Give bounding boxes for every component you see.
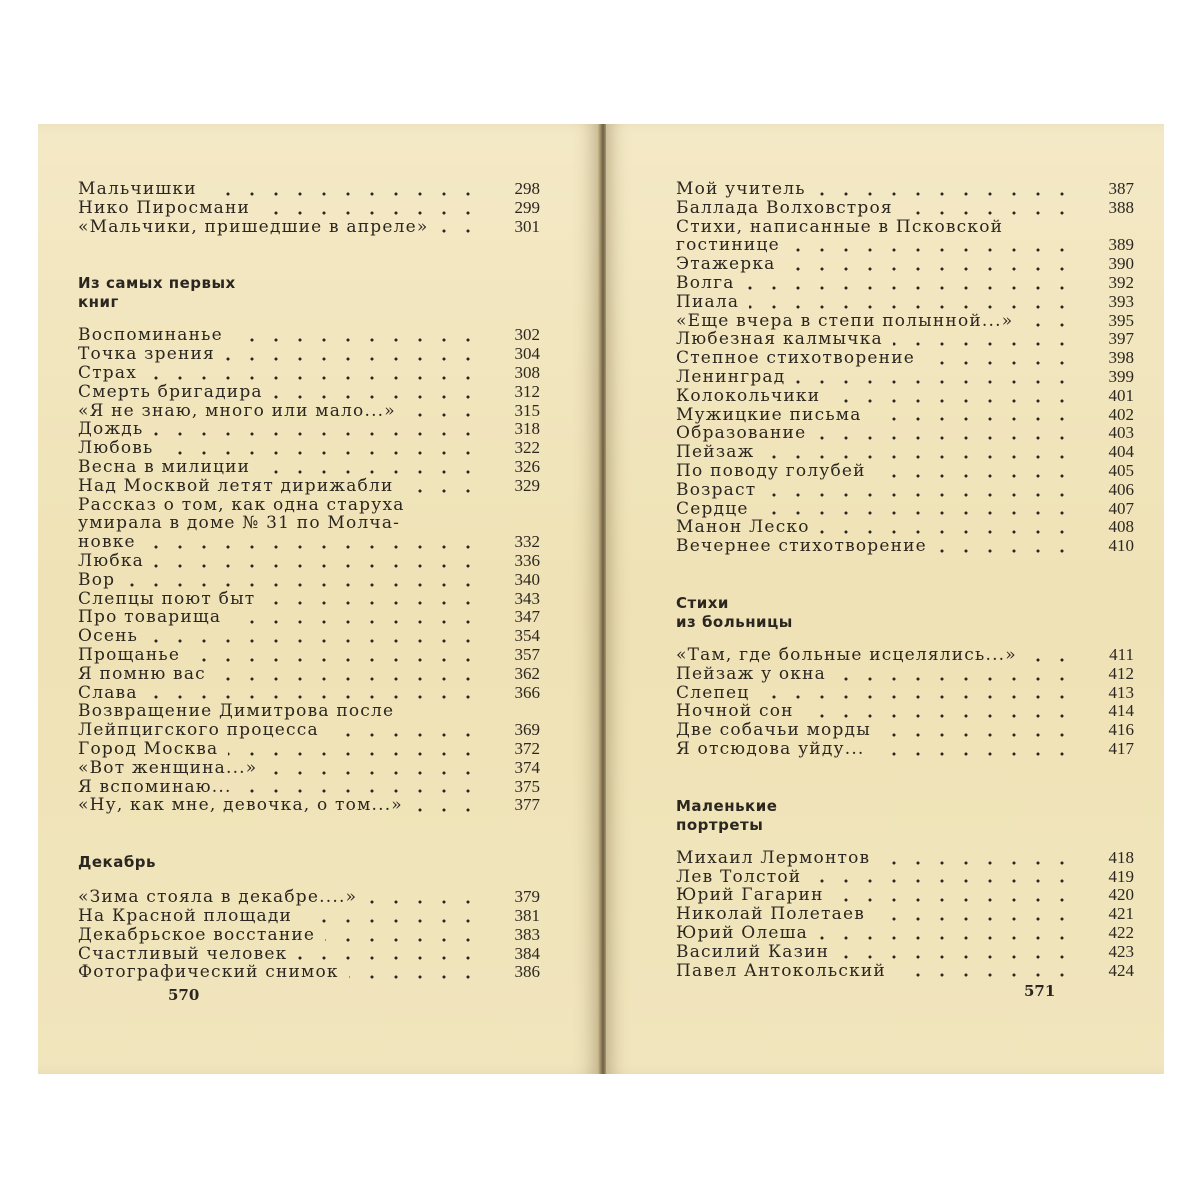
toc-entry-title: Павел Антокольский — [676, 960, 886, 981]
toc-entry-title: Слава — [78, 682, 138, 703]
toc-entry — [676, 684, 1134, 703]
toc-entry-title: По поводу голубей — [676, 460, 866, 481]
toc-entry — [676, 646, 1134, 665]
toc-entry-title: «Я не знаю, много или мало...» — [78, 400, 396, 421]
dot-leader — [830, 399, 1074, 403]
toc-entry-page-number: 366 — [514, 682, 540, 702]
toc-entry-page-number: 302 — [514, 325, 540, 345]
toc-entry-page-number: 403 — [1108, 423, 1134, 443]
toc-entry — [78, 665, 540, 684]
toc-entry-page-number: 347 — [514, 607, 540, 627]
left-section1-entries — [78, 326, 540, 815]
toc-entry-page-number: 362 — [514, 663, 540, 683]
toc-entry-page-number: 304 — [514, 344, 540, 364]
toc-entry-title: Две собачьи морды — [676, 720, 871, 741]
toc-entry — [676, 199, 1134, 218]
toc-entry — [676, 962, 1134, 981]
toc-entry-title: Лев Толстой — [676, 866, 802, 887]
toc-entry-page-number: 388 — [1108, 197, 1134, 217]
toc-entry-title: Этажерка — [676, 254, 776, 275]
dot-leader — [903, 211, 1074, 215]
dot-leader — [766, 493, 1074, 497]
toc-entry-title: Сердце — [676, 498, 749, 519]
toc-entry-page-number: 397 — [1108, 329, 1134, 349]
toc-entry-title: Весна в милиции — [78, 456, 251, 477]
toc-entry-title: Я отсюдова уйду... — [676, 738, 865, 759]
toc-entry — [676, 443, 1134, 462]
toc-entry — [676, 236, 1134, 255]
toc-entry — [78, 926, 540, 945]
dot-leader — [349, 975, 480, 979]
toc-entry-title: Пейзаж у окна — [676, 663, 826, 684]
toc-entry — [676, 721, 1134, 740]
section-heading-line: книг — [78, 293, 119, 312]
toc-entry — [78, 945, 540, 964]
toc-entry — [676, 702, 1134, 721]
dot-leader — [1027, 658, 1074, 662]
toc-entry — [78, 514, 540, 533]
toc-entry — [78, 496, 540, 515]
dot-leader — [875, 752, 1074, 756]
dot-leader — [872, 417, 1074, 421]
dot-leader — [302, 919, 480, 923]
dot-leader — [896, 973, 1074, 977]
toc-entry — [78, 778, 540, 797]
dot-leader — [893, 342, 1074, 346]
toc-entry-title: Любовь — [78, 438, 154, 459]
toc-entry-page-number: 407 — [1108, 498, 1134, 518]
toc-entry — [78, 627, 540, 646]
toc-entry-title: Николай Полетаев — [676, 904, 865, 925]
toc-entry-title: Лейпцигского процесса — [78, 720, 319, 741]
toc-entry-page-number: 416 — [1108, 720, 1134, 740]
toc-entry-page-number: 398 — [1108, 348, 1134, 368]
toc-entry — [676, 943, 1134, 962]
toc-entry — [676, 312, 1134, 331]
toc-entry-title: Колокольчики — [676, 385, 821, 406]
section-heading-small-portraits — [676, 797, 1134, 835]
toc-entry — [78, 646, 540, 665]
dot-leader — [267, 771, 480, 775]
toc-entry — [676, 886, 1134, 905]
page-number-right: 571 — [1024, 982, 1056, 1000]
left-toc-column — [78, 180, 540, 982]
toc-entry — [78, 590, 540, 609]
dot-leader — [207, 192, 480, 196]
toc-entry-page-number: 375 — [514, 776, 540, 796]
toc-entry — [78, 458, 540, 477]
dot-leader — [820, 530, 1074, 534]
toc-entry — [78, 345, 540, 364]
dot-leader — [875, 917, 1074, 921]
dot-leader — [876, 474, 1074, 478]
toc-entry-page-number: 377 — [514, 795, 540, 815]
left-page — [38, 124, 600, 1074]
toc-entry-page-number: 413 — [1108, 682, 1134, 702]
toc-entry-page-number: 389 — [1108, 235, 1134, 255]
dot-leader — [231, 620, 480, 624]
dot-leader — [329, 733, 480, 737]
toc-entry — [676, 255, 1134, 274]
toc-entry-title: Декабрьское восстание — [78, 924, 316, 945]
toc-entry — [676, 406, 1134, 425]
toc-entry — [676, 924, 1134, 943]
toc-entry — [78, 420, 540, 439]
toc-entry — [78, 702, 540, 721]
toc-entry-title: Возраст — [676, 479, 757, 500]
page-number-left: 570 — [168, 986, 200, 1004]
dot-leader — [795, 380, 1074, 384]
toc-entry-title: Волга — [676, 272, 735, 293]
toc-entry-page-number: 315 — [514, 400, 540, 420]
toc-entry-title: Михаил Лермонтов — [676, 847, 871, 868]
toc-entry-title: новке — [78, 532, 136, 553]
toc-entry-page-number: 299 — [514, 197, 540, 217]
toc-entry-page-number: 357 — [514, 644, 540, 664]
toc-entry — [78, 608, 540, 627]
toc-entry-page-number: 406 — [1108, 479, 1134, 499]
dot-leader — [404, 489, 480, 493]
toc-entry-title: Воспоминанье — [78, 325, 223, 346]
toc-entry-page-number: 318 — [514, 419, 540, 439]
toc-entry-page-number: 405 — [1108, 460, 1134, 480]
dot-leader — [242, 789, 480, 793]
toc-entry-page-number: 326 — [514, 456, 540, 476]
right-section2-entries — [676, 849, 1134, 981]
section-heading-line: из больницы — [676, 612, 793, 631]
toc-entry-page-number: 417 — [1108, 738, 1134, 758]
toc-entry-title: Любка — [78, 550, 144, 571]
toc-entry — [676, 905, 1134, 924]
dot-leader — [1023, 323, 1074, 327]
toc-entry-title: «Вот женщина...» — [78, 757, 258, 778]
dot-leader — [413, 808, 480, 812]
dot-leader — [325, 938, 480, 942]
toc-entry-page-number: 386 — [514, 962, 540, 982]
toc-entry — [78, 402, 540, 421]
toc-entry-page-number: 384 — [514, 943, 540, 963]
toc-entry-page-number: 393 — [1108, 291, 1134, 311]
toc-entry — [676, 665, 1134, 684]
toc-entry-page-number: 392 — [1108, 272, 1134, 292]
toc-entry-page-number: 372 — [514, 738, 540, 758]
toc-entry — [78, 759, 540, 778]
dot-leader — [836, 677, 1074, 681]
toc-entry — [78, 439, 540, 458]
dot-leader — [438, 229, 480, 233]
dot-leader — [163, 451, 480, 455]
toc-entry-title: гостинице — [676, 235, 780, 256]
toc-entry-page-number: 298 — [514, 179, 540, 198]
right-page — [606, 124, 1164, 1074]
toc-entry-title: Я вспоминаю... — [78, 776, 232, 797]
toc-entry-page-number: 379 — [514, 887, 540, 907]
toc-entry-page-number: 401 — [1108, 385, 1134, 405]
toc-entry-page-number: 332 — [514, 532, 540, 552]
toc-entry-title: Юрий Гагарин — [676, 885, 824, 906]
toc-entry-title: Слепец — [676, 682, 750, 703]
dot-leader — [190, 658, 480, 662]
dot-leader — [834, 898, 1074, 902]
toc-entry-title: «Ну, как мне, девочка, о том...» — [78, 795, 403, 816]
toc-entry — [676, 518, 1134, 537]
toc-entry-page-number: 390 — [1108, 254, 1134, 274]
toc-entry-title: Осень — [78, 626, 139, 647]
dot-leader — [297, 956, 480, 960]
toc-entry — [78, 383, 540, 402]
toc-entry-title: Прощанье — [78, 644, 181, 665]
toc-entry-title: Про товарища — [78, 607, 222, 628]
toc-entry-page-number: 422 — [1108, 922, 1134, 942]
section-heading-line: Из самых первых — [78, 274, 236, 293]
toc-entry-page-number: 399 — [1108, 366, 1134, 386]
toc-entry-page-number: 381 — [514, 905, 540, 925]
toc-entry-page-number: 329 — [514, 475, 540, 495]
section-heading-line: Декабрь — [78, 853, 157, 872]
toc-entry-title: Образование — [676, 423, 807, 444]
toc-entry-title: Точка зрения — [78, 344, 215, 365]
toc-entry-title: Ночной сон — [676, 701, 794, 722]
left-section2-entries — [78, 888, 540, 982]
dot-leader — [148, 695, 480, 699]
toc-entry — [78, 907, 540, 926]
toc-entry-title: Мальчишки — [78, 179, 197, 199]
toc-entry — [78, 326, 540, 345]
dot-leader — [925, 361, 1074, 365]
toc-entry — [676, 537, 1134, 556]
toc-entry — [676, 481, 1134, 500]
toc-entry-title: Мой учитель — [676, 179, 806, 199]
section-heading-hospital-poems — [676, 594, 1134, 632]
dot-leader — [228, 752, 480, 756]
dot-leader — [880, 861, 1074, 865]
toc-entry — [676, 500, 1134, 519]
toc-entry-title: Я помню вас — [78, 663, 206, 684]
toc-entry-title: Ленинград — [676, 366, 786, 387]
toc-entry-page-number: 340 — [514, 569, 540, 589]
right-toc-column — [676, 180, 1134, 980]
toc-entry — [676, 462, 1134, 481]
toc-entry — [676, 424, 1134, 443]
toc-entry-title: Фотографический снимок — [78, 962, 339, 983]
dot-leader — [745, 286, 1074, 290]
toc-entry-title: Нико Пиросмани — [78, 197, 251, 218]
toc-entry-page-number: 419 — [1108, 866, 1134, 886]
dot-leader — [786, 267, 1074, 271]
toc-entry-page-number: 308 — [514, 362, 540, 382]
toc-entry-title: Вечернее стихотворение — [676, 536, 927, 557]
toc-entry-title: Мужицкие письма — [676, 404, 862, 425]
toc-entry — [78, 218, 540, 237]
dot-leader — [881, 733, 1074, 737]
toc-entry-title: Любезная калмычка — [676, 329, 883, 350]
toc-entry — [78, 180, 540, 199]
dot-leader — [406, 413, 480, 417]
toc-entry — [676, 387, 1134, 406]
toc-entry — [78, 796, 540, 815]
toc-entry — [78, 552, 540, 571]
dot-leader — [816, 192, 1074, 196]
dot-leader — [816, 436, 1074, 440]
toc-entry-title: Страх — [78, 362, 138, 383]
section-heading-first-books — [78, 274, 540, 312]
toc-entry-page-number: 322 — [514, 438, 540, 458]
toc-entry-title: «Зима стояла в декабре....» — [78, 887, 358, 908]
toc-entry — [676, 368, 1134, 387]
toc-entry-title: Рассказ о том, как одна старуха — [78, 494, 405, 515]
toc-entry-page-number: 424 — [1108, 960, 1134, 980]
dot-leader — [153, 432, 480, 436]
toc-entry-title: Счастливый человек — [78, 943, 288, 964]
toc-entry-title: Возвращение Димитрова после — [78, 701, 395, 722]
toc-entry-title: Дождь — [78, 419, 144, 440]
dot-leader — [260, 470, 480, 474]
toc-entry — [676, 868, 1134, 887]
toc-entry-page-number: 374 — [514, 757, 540, 777]
toc-entry-page-number: 312 — [514, 381, 540, 401]
dot-leader — [154, 564, 480, 568]
toc-entry — [676, 274, 1134, 293]
dot-leader — [367, 900, 480, 904]
toc-entry-page-number: 418 — [1108, 847, 1134, 867]
section-heading-line: портреты — [676, 815, 764, 834]
dot-leader — [146, 545, 480, 549]
toc-entry-page-number: 387 — [1108, 179, 1134, 198]
section-heading-december — [78, 853, 540, 872]
toc-entry — [676, 349, 1134, 368]
section-heading-line: Стихи — [676, 593, 729, 612]
toc-entry-page-number: 336 — [514, 550, 540, 570]
toc-entry-title: Баллада Волховстроя — [676, 197, 893, 218]
toc-entry-page-number: 420 — [1108, 885, 1134, 905]
toc-entry-title: «Еще вчера в степи полынной...» — [676, 310, 1014, 331]
toc-entry-title: «Мальчики, пришедшие в апреле» — [78, 216, 429, 237]
dot-leader — [759, 511, 1074, 515]
toc-entry-page-number: 414 — [1108, 701, 1134, 721]
dot-leader — [216, 677, 480, 681]
toc-entry — [676, 293, 1134, 312]
dot-leader — [759, 695, 1074, 699]
dot-leader — [749, 305, 1074, 309]
dot-leader — [265, 601, 480, 605]
toc-entry — [78, 740, 540, 759]
toc-entry-title: Над Москвой летят дирижабли — [78, 475, 394, 496]
dot-leader — [790, 248, 1074, 252]
section-heading-line: Маленькие — [676, 796, 778, 815]
dot-leader — [225, 357, 480, 361]
dot-leader — [148, 639, 480, 643]
dot-leader — [273, 395, 480, 399]
toc-entry-page-number: 354 — [514, 626, 540, 646]
toc-entry — [676, 180, 1134, 199]
dot-leader — [125, 583, 480, 587]
right-top-entries — [676, 180, 1134, 556]
toc-entry-title: Василий Казин — [676, 941, 830, 962]
toc-entry-page-number: 411 — [1109, 644, 1134, 664]
toc-entry-page-number: 408 — [1108, 517, 1134, 537]
toc-entry-title: умирала в доме № 31 по Молча- — [78, 513, 401, 534]
toc-entry-page-number: 369 — [514, 720, 540, 740]
toc-entry — [78, 477, 540, 496]
toc-entry — [78, 721, 540, 740]
toc-entry-page-number: 301 — [514, 216, 540, 236]
toc-entry — [78, 888, 540, 907]
toc-entry — [676, 849, 1134, 868]
dot-leader — [818, 936, 1074, 940]
toc-entry-title: «Там, где больные исцелялись...» — [676, 644, 1017, 665]
toc-entry — [78, 963, 540, 982]
toc-entry — [676, 330, 1134, 349]
dot-leader — [147, 376, 480, 380]
toc-entry-title: Пейзаж — [676, 442, 755, 463]
dot-leader — [839, 955, 1074, 959]
right-section1-entries — [676, 646, 1134, 759]
toc-entry-title: Пиала — [676, 291, 740, 312]
toc-entry-page-number: 402 — [1108, 404, 1134, 424]
dot-leader — [804, 714, 1074, 718]
toc-entry-page-number: 421 — [1108, 904, 1134, 924]
toc-entry-title: Город Москва — [78, 738, 219, 759]
toc-entry — [676, 740, 1134, 759]
toc-entry-title: Слепцы поют быт — [78, 588, 256, 609]
toc-entry-page-number: 395 — [1108, 310, 1134, 330]
toc-entry-title: Вор — [78, 569, 116, 590]
toc-entry-page-number: 404 — [1108, 442, 1134, 462]
toc-entry — [78, 533, 540, 552]
toc-entry-title: Юрий Олеша — [676, 922, 808, 943]
toc-entry — [676, 218, 1134, 237]
dot-leader — [811, 879, 1074, 883]
toc-entry-title: На Красной площади — [78, 905, 293, 926]
toc-entry — [78, 364, 540, 383]
toc-entry-title: Стихи, написанные в Псковской — [676, 216, 1004, 237]
dot-leader — [260, 211, 480, 215]
toc-entry — [78, 199, 540, 218]
left-top-entries — [78, 180, 540, 236]
toc-entry-page-number: 343 — [514, 588, 540, 608]
dot-leader — [764, 455, 1074, 459]
toc-entry — [78, 571, 540, 590]
dot-leader — [233, 338, 480, 342]
toc-entry-title: Смерть бригадира — [78, 381, 263, 402]
toc-entry-page-number: 410 — [1108, 536, 1134, 556]
toc-entry-page-number: 412 — [1108, 663, 1134, 683]
toc-entry-title: Манон Леско — [676, 517, 810, 538]
toc-entry-title: Степное стихотворение — [676, 348, 915, 369]
dot-leader — [937, 549, 1074, 553]
toc-entry-page-number: 423 — [1108, 941, 1134, 961]
toc-entry — [78, 684, 540, 703]
toc-entry-page-number: 383 — [514, 924, 540, 944]
